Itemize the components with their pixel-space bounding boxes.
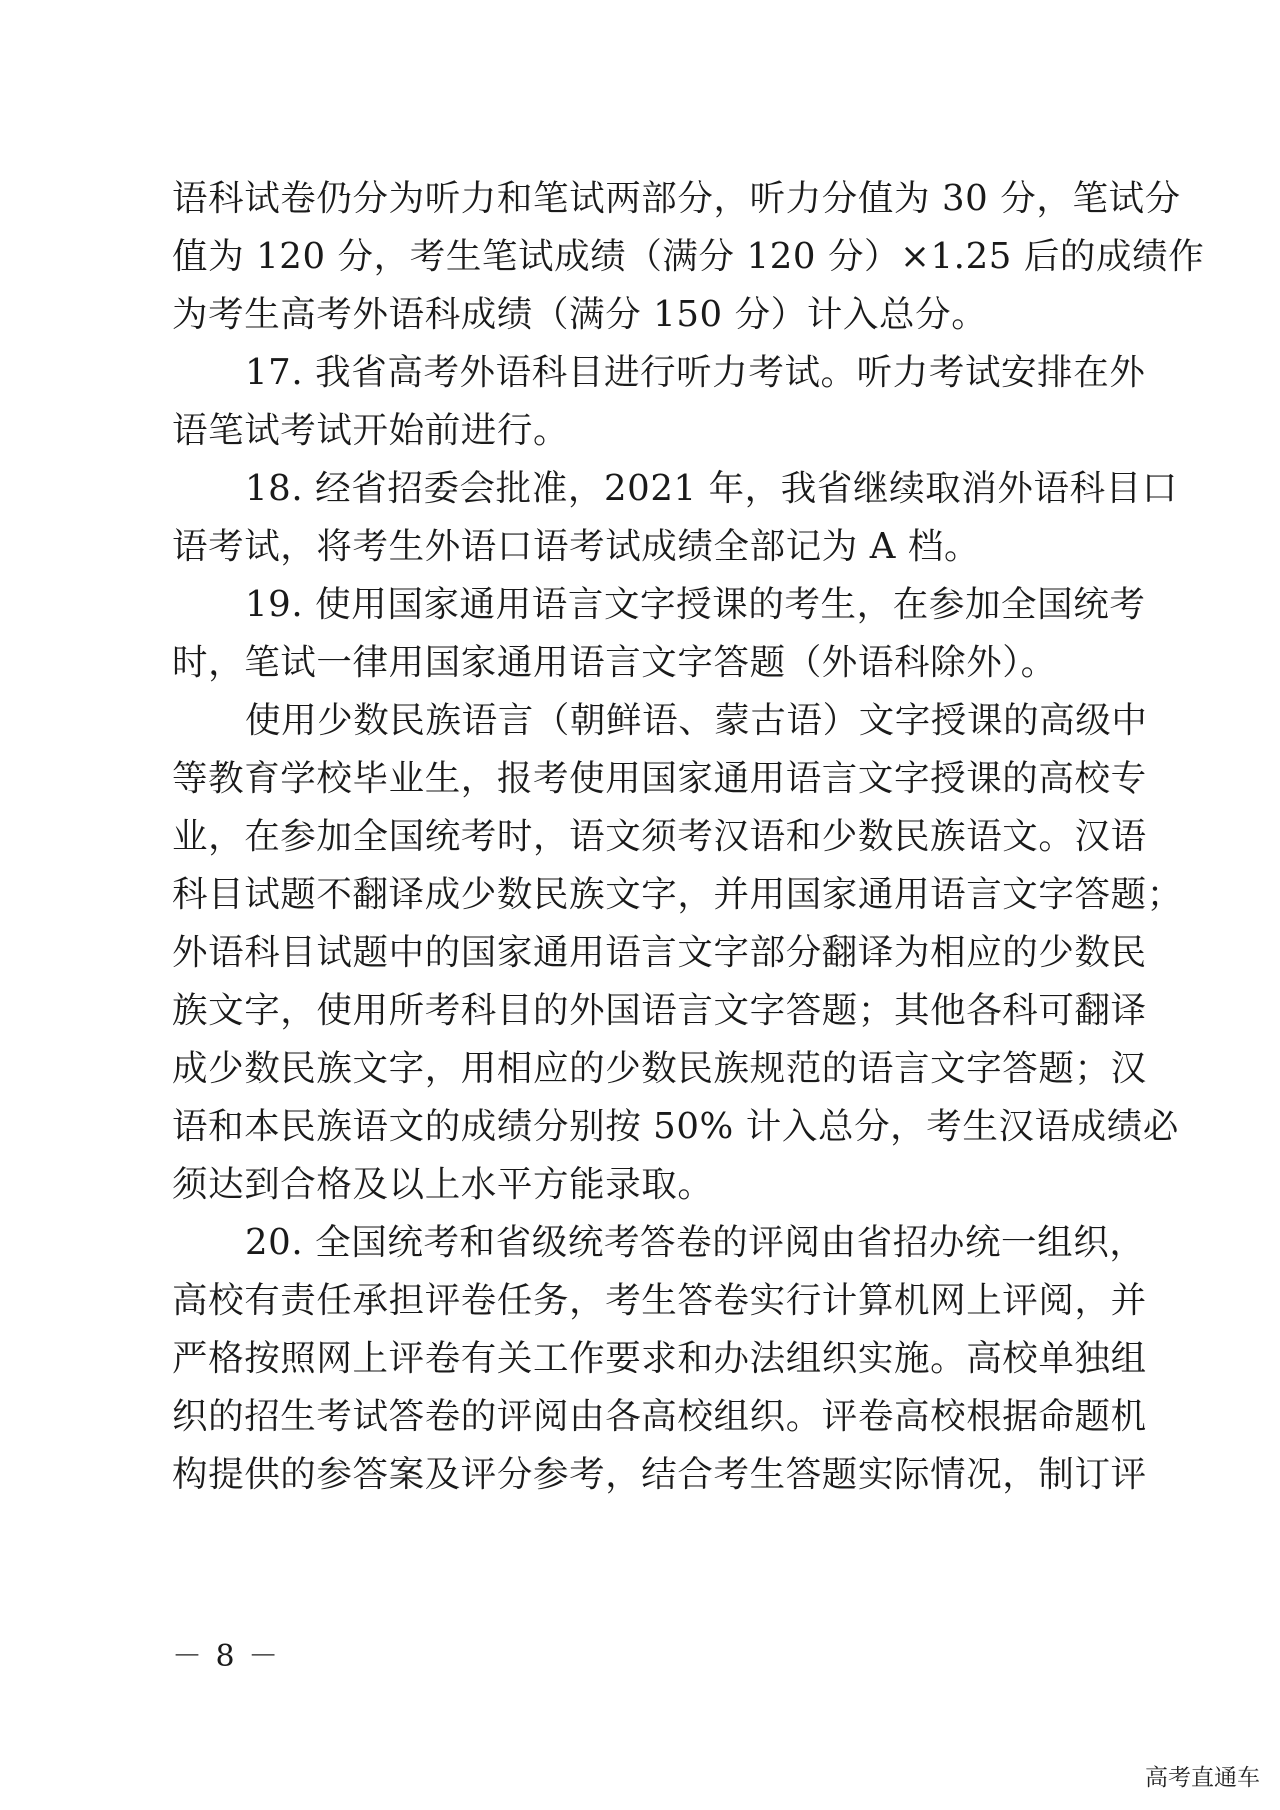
- text-line: 外语科目试题中的国家通用语言文字部分翻译为相应的少数民: [172, 932, 1147, 973]
- text-line: 20. 全国统考和省级统考答卷的评阅由省招办统一组织，: [245, 1222, 1146, 1263]
- text-line: 19. 使用国家通用语言文字授课的考生，在参加全国统考: [245, 584, 1146, 625]
- text-line: 科目试题不翻译成少数民族文字，并用国家通用语言文字答题；: [172, 874, 1183, 915]
- page-number: － 8 －: [172, 1639, 281, 1674]
- text-line: 18. 经省招委会批准，2021 年，我省继续取消外语科目口: [245, 468, 1178, 509]
- text-line: 语考试，将考生外语口语考试成绩全部记为 A 档。: [172, 526, 981, 567]
- text-line: 语科试卷仍分为听力和笔试两部分，听力分值为 30 分，笔试分: [172, 178, 1181, 219]
- text-line: 须达到合格及以上水平方能录取。: [172, 1164, 714, 1205]
- text-line: 构提供的参答案及评分参考，结合考生答题实际情况，制订评: [172, 1454, 1147, 1495]
- text-line: 语笔试考试开始前进行。: [172, 410, 570, 451]
- text-line: 使用少数民族语言（朝鲜语、蒙古语）文字授课的高级中: [245, 700, 1148, 741]
- text-line: 为考生高考外语科成绩（满分 150 分）计入总分。: [172, 294, 988, 335]
- text-line: 17. 我省高考外语科目进行听力考试。听力考试安排在外: [245, 352, 1146, 393]
- watermark: 高考直通车: [1145, 1765, 1260, 1791]
- text-line: 时，笔试一律用国家通用语言文字答题（外语科除外）。: [172, 642, 1057, 683]
- text-line: 严格按照网上评卷有关工作要求和办法组织实施。高校单独组: [172, 1338, 1147, 1379]
- text-line: 高校有责任承担评卷任务，考生答卷实行计算机网上评阅，并: [172, 1280, 1147, 1321]
- text-line: 织的招生考试答卷的评阅由各高校组织。评卷高校根据命题机: [172, 1396, 1147, 1437]
- text-line: 成少数民族文字，用相应的少数民族规范的语言文字答题；汉: [172, 1048, 1147, 1089]
- text-line: 业，在参加全国统考时，语文须考汉语和少数民族语文。汉语: [172, 816, 1147, 857]
- text-line: 等教育学校毕业生，报考使用国家通用语言文字授课的高校专: [172, 758, 1147, 799]
- text-line: 语和本民族语文的成绩分别按 50% 计入总分，考生汉语成绩必: [172, 1106, 1179, 1147]
- text-line: 族文字，使用所考科目的外国语言文字答题；其他各科可翻译: [172, 990, 1147, 1031]
- text-line: 值为 120 分，考生笔试成绩（满分 120 分）×1.25 后的成绩作: [172, 236, 1205, 277]
